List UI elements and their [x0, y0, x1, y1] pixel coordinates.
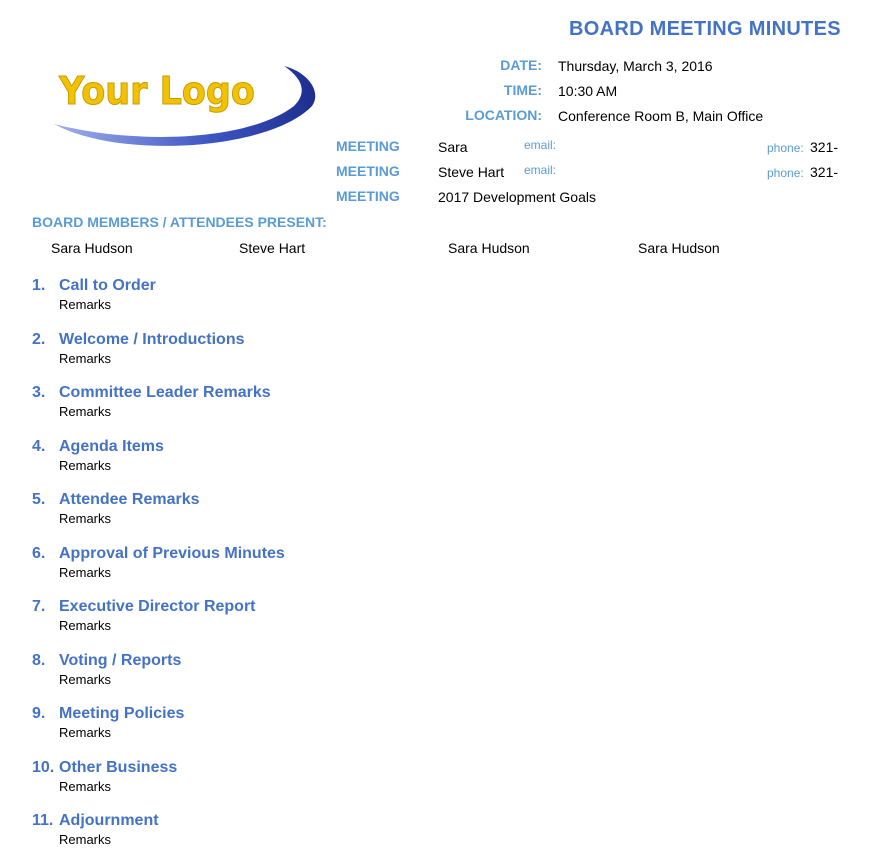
agenda-remarks: Remarks [59, 779, 112, 794]
agenda-title: Attendee Remarks [59, 491, 200, 508]
agenda-number: 3. [32, 384, 46, 401]
logo-swoosh [50, 62, 320, 152]
agenda-title: Meeting Policies [59, 705, 185, 722]
meeting-name: Sara [438, 139, 468, 155]
agenda-number: 6. [32, 545, 46, 562]
agenda-remarks: Remarks [59, 618, 112, 633]
page-title: BOARD MEETING MINUTES [569, 18, 841, 40]
location-value: Conference Room B, Main Office [558, 108, 764, 124]
agenda-number: 1. [32, 277, 46, 294]
phone-label: phone: [767, 141, 804, 155]
time-label: TIME: [503, 82, 542, 98]
attendees-header: BOARD MEMBERS / ATTENDEES PRESENT: [32, 214, 327, 230]
agenda-number: 9. [32, 705, 46, 722]
agenda-remarks: Remarks [59, 351, 112, 366]
agenda-title: Approval of Previous Minutes [59, 545, 285, 562]
agenda-remarks: Remarks [59, 297, 112, 312]
agenda-number: 4. [32, 438, 46, 455]
logo [50, 62, 320, 152]
meeting-label: MEETING [336, 138, 400, 154]
time-value: 10:30 AM [558, 83, 618, 99]
agenda-title: Adjournment [59, 812, 159, 829]
phone-value: 321- [810, 139, 839, 155]
agenda-title: Committee Leader Remarks [59, 384, 271, 401]
meeting-topic: 2017 Development Goals [438, 189, 596, 205]
agenda-title: Welcome / Introductions [59, 331, 245, 348]
agenda-remarks: Remarks [59, 832, 112, 847]
agenda-remarks: Remarks [59, 672, 112, 687]
agenda-number: 2. [32, 331, 46, 348]
meeting-label: MEETING [336, 188, 400, 204]
phone-value: 321- [810, 164, 839, 180]
agenda-remarks: Remarks [59, 565, 112, 580]
date-value: Thursday, March 3, 2016 [558, 58, 713, 74]
attendee-name: Sara Hudson [638, 240, 720, 256]
email-label: email: [524, 163, 557, 177]
agenda-number: 7. [32, 598, 46, 615]
email-label: email: [524, 138, 557, 152]
agenda-remarks: Remarks [59, 511, 112, 526]
agenda-number: 5. [32, 491, 46, 508]
agenda-title: Executive Director Report [59, 598, 256, 615]
agenda-title: Other Business [59, 759, 178, 776]
logo-text: Your Logo [59, 68, 255, 114]
meeting-label: MEETING [336, 163, 400, 179]
attendee-name: Steve Hart [239, 240, 306, 256]
agenda-title: Agenda Items [59, 438, 164, 455]
agenda-remarks: Remarks [59, 404, 112, 419]
location-label: LOCATION: [465, 107, 542, 123]
date-label: DATE: [500, 57, 542, 73]
agenda-title: Call to Order [59, 277, 156, 294]
agenda-remarks: Remarks [59, 458, 112, 473]
meeting-name: Steve Hart [438, 164, 505, 180]
agenda-number: 10. [32, 759, 55, 776]
phone-label: phone: [767, 166, 804, 180]
attendee-name: Sara Hudson [51, 240, 133, 256]
agenda-number: 11. [32, 812, 54, 829]
agenda-remarks: Remarks [59, 725, 112, 740]
agenda-number: 8. [32, 652, 46, 669]
agenda-title: Voting / Reports [59, 652, 182, 669]
attendee-name: Sara Hudson [448, 240, 530, 256]
